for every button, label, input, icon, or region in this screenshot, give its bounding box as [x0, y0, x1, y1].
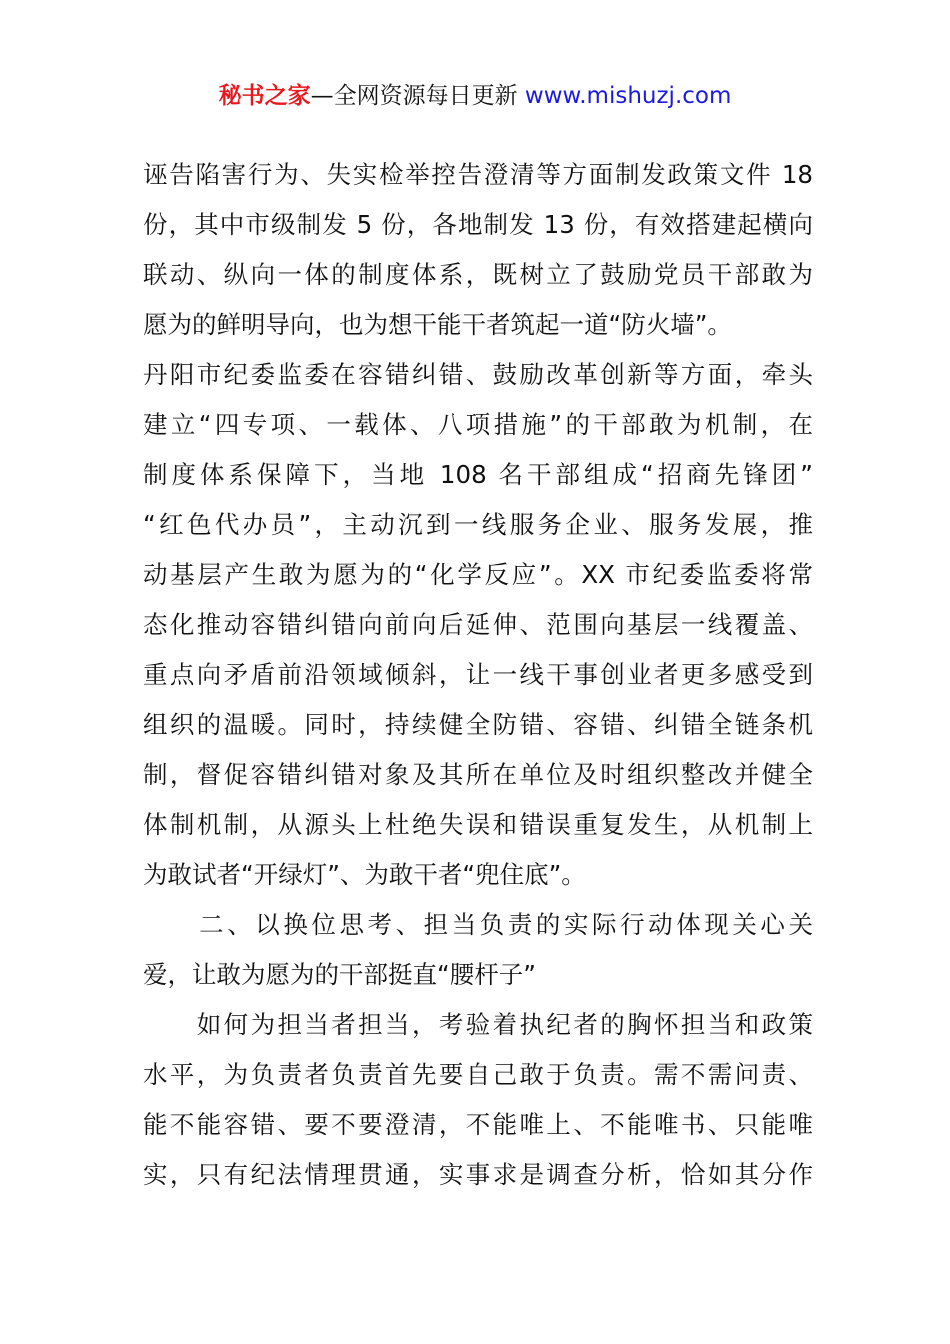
body-line: 建立“四专项、一载体、八项措施”的干部敢为机制，在	[143, 410, 813, 439]
body-line: 组织的温暖。同时，持续健全防错、容错、纠错全链条机	[143, 710, 813, 739]
site-tagline: —全网资源每日更新	[310, 83, 525, 109]
body-line: 为敢试者“开绿灯”、为敢干者“兜住底”。	[143, 860, 586, 889]
section-heading-line: 二、以换位思考、担当负责的实际行动体现关心关	[143, 910, 813, 939]
body-line: 重点向矛盾前沿领域倾斜，让一线干事创业者更多感受到	[143, 660, 813, 689]
document-body	[143, 150, 813, 1200]
body-line: 联动、纵向一体的制度体系，既树立了鼓励党员干部敢为	[143, 260, 813, 289]
body-line: 诬告陷害行为、失实检举控告澄清等方面制发政策文件 18	[143, 160, 813, 189]
site-header	[0, 80, 950, 112]
body-line: 制，督促容错纠错对象及其所在单位及时组织整改并健全	[143, 760, 813, 789]
body-line: 实，只有纪法情理贯通，实事求是调查分析，恰如其分作	[143, 1160, 813, 1189]
section-heading-line: 爱，让敢为愿为的干部挺直“腰杆子”	[143, 960, 536, 989]
body-line: 态化推动容错纠错向前向后延伸、范围向基层一线覆盖、	[143, 610, 813, 639]
body-line: 水平，为负责者负责首先要自己敢于负责。需不需问责、	[143, 1060, 813, 1089]
body-line: 丹阳市纪委监委在容错纠错、鼓励改革创新等方面，牵头	[143, 360, 813, 389]
body-line: 动基层产生敢为愿为的“化学反应”。XX 市纪委监委将常	[143, 560, 813, 589]
site-brand-name: 秘书之家	[218, 83, 311, 109]
body-line: 体制机制，从源头上杜绝失误和错误重复发生，从机制上	[143, 810, 813, 839]
body-line: 制度体系保障下，当地 108 名干部组成“招商先锋团”	[143, 460, 813, 489]
site-url-link[interactable]: www.mishuzj.com	[524, 83, 732, 109]
body-line: 如何为担当者担当，考验着执纪者的胸怀担当和政策	[143, 1010, 813, 1039]
body-line: 能不能容错、要不要澄清，不能唯上、不能唯书、只能唯	[143, 1110, 813, 1139]
body-line: 愿为的鲜明导向，也为想干能干者筑起一道“防火墙”。	[143, 310, 732, 339]
body-line: 份，其中市级制发 5 份，各地制发 13 份，有效搭建起横向	[143, 210, 813, 239]
body-line: “红色代办员”，主动沉到一线服务企业、服务发展，推	[143, 510, 813, 539]
